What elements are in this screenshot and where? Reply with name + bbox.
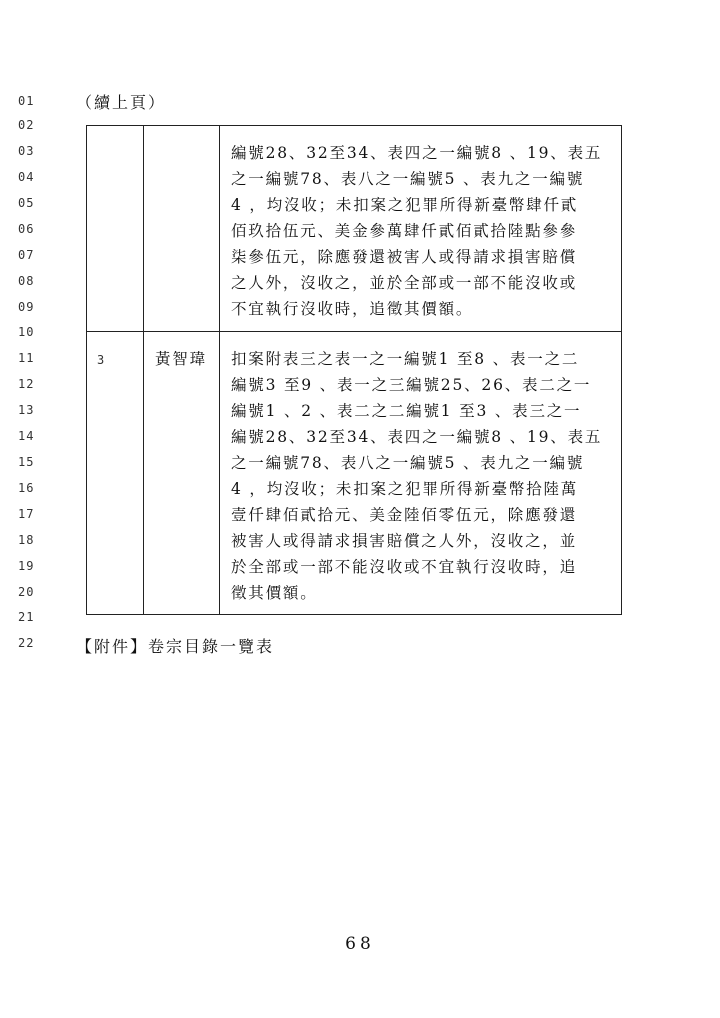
text-line: 編號3 至9 、表一之三編號25、26、表二之一 [231, 376, 592, 394]
line-number: 16 [18, 481, 35, 495]
confiscation-table [86, 125, 622, 615]
line-number: 04 [18, 170, 35, 184]
line-number: 21 [18, 610, 35, 624]
text-line: 之人外，沒收之，並於全部或一部不能沒收或 [231, 274, 578, 292]
text-line: 於全部或一部不能沒收或不宜執行沒收時，追 [231, 558, 578, 576]
text-line: 編號28、32至34、表四之一編號8 、19、表五 [231, 428, 603, 446]
text-line: 佰玖拾伍元、美金參萬肆仟貳佰貳拾陸點參參 [231, 222, 578, 240]
line-number: 08 [18, 274, 35, 288]
line-number: 22 [18, 636, 35, 650]
line-number: 14 [18, 429, 35, 443]
column-divider [143, 126, 144, 614]
row-index: 3 [97, 353, 105, 367]
text-line: 徵其價額。 [231, 584, 318, 602]
text-line: 編號1 、2 、表二之二編號1 至3 、表三之一 [231, 402, 582, 420]
line-number: 19 [18, 559, 35, 573]
line-number: 18 [18, 533, 35, 547]
line-number: 15 [18, 455, 35, 469]
line-number: 03 [18, 144, 35, 158]
text-line: 之一編號78、表八之一編號5 、表九之一編號 [231, 170, 585, 188]
attachment-heading: 【附件】卷宗目錄一覽表 [76, 637, 275, 656]
line-number: 13 [18, 403, 35, 417]
line-number: 10 [18, 325, 35, 339]
text-line: 壹仟肆佰貳拾元、美金陸佰零伍元，除應發還 [231, 506, 578, 524]
text-line: 被害人或得請求損害賠償之人外，沒收之，並 [231, 532, 578, 550]
defendant-name: 黃智瑋 [155, 350, 207, 368]
text-line: 不宜執行沒收時，追徵其價額。 [231, 300, 474, 318]
text-line: 編號28、32至34、表四之一編號8 、19、表五 [231, 144, 603, 162]
page-number: 68 [345, 934, 375, 954]
row-divider [87, 331, 621, 332]
text-line: 柒參伍元，除應發還被害人或得請求損害賠償 [231, 248, 578, 266]
line-number: 06 [18, 222, 35, 236]
line-number: 12 [18, 377, 35, 391]
line-number: 17 [18, 507, 35, 521]
line-number: 01 [18, 94, 35, 108]
continued-from-previous-page: （續上頁） [76, 93, 167, 112]
column-divider [219, 126, 220, 614]
line-number: 09 [18, 300, 35, 314]
text-line: 4 ，均沒收；未扣案之犯罪所得新臺幣肆仟貳 [231, 196, 579, 214]
line-number: 11 [18, 351, 35, 365]
line-number: 20 [18, 585, 35, 599]
line-number: 02 [18, 118, 35, 132]
text-line: 扣案附表三之表一之一編號1 至8 、表一之二 [231, 350, 580, 368]
line-number: 07 [18, 248, 35, 262]
text-line: 4 ，均沒收；未扣案之犯罪所得新臺幣拾陸萬 [231, 480, 579, 498]
text-line: 之一編號78、表八之一編號5 、表九之一編號 [231, 454, 585, 472]
line-number: 05 [18, 196, 35, 210]
